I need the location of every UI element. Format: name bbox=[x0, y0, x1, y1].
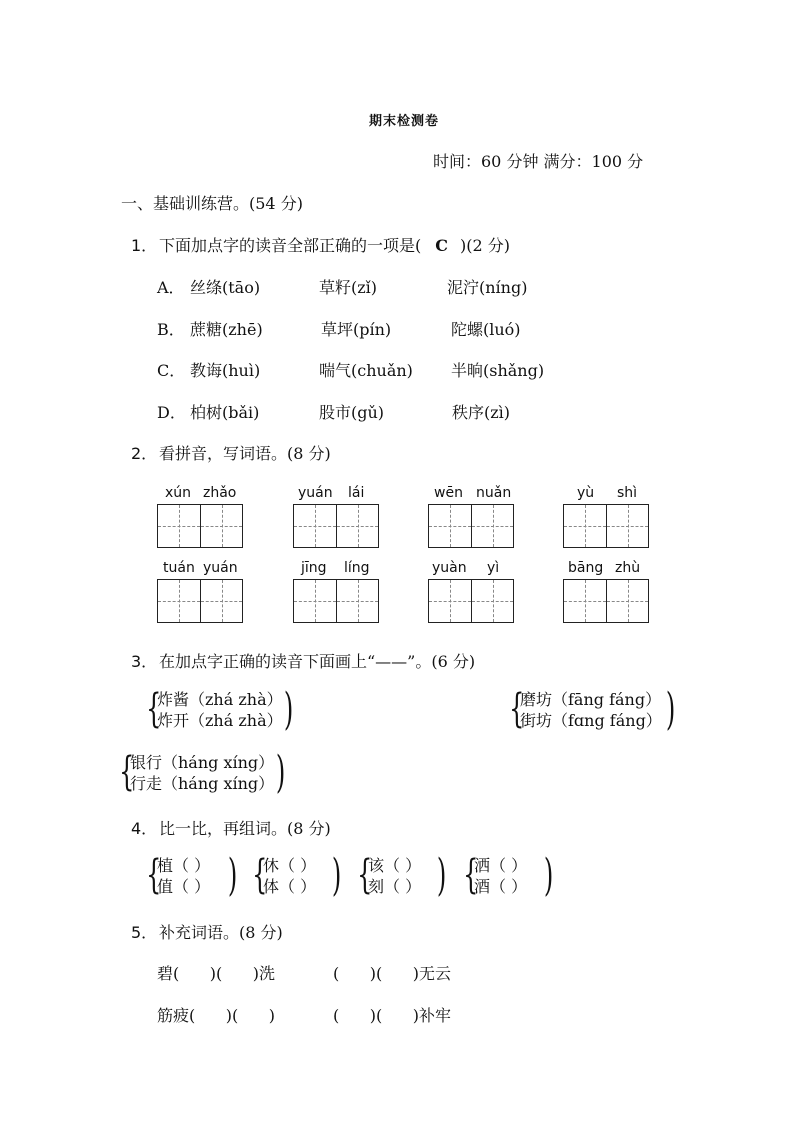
question-number: 4． bbox=[131, 819, 158, 838]
option-item: 蔗糖(zhē) bbox=[190, 320, 263, 339]
answer-choice: C bbox=[435, 236, 448, 255]
option-item: 教诲(huì) bbox=[190, 361, 261, 380]
pinyin: shì bbox=[617, 485, 638, 501]
left-brace: { bbox=[146, 686, 162, 732]
pinyin: bāng bbox=[568, 560, 604, 576]
question-number: 3． bbox=[131, 652, 158, 671]
pinyin: xún bbox=[165, 485, 192, 501]
pinyin: líng bbox=[344, 560, 370, 576]
option-item: 草坪(pín) bbox=[321, 320, 392, 339]
right-paren: ) bbox=[275, 747, 286, 798]
question-text: 看拼音，写词语。(8 分) bbox=[159, 444, 331, 463]
option-item: 柏树(bǎi) bbox=[190, 403, 260, 422]
option-label: C． bbox=[157, 361, 186, 380]
question-text: 补充词语。(8 分) bbox=[159, 923, 283, 942]
pinyin: yuán bbox=[298, 485, 333, 501]
writing-grid[interactable] bbox=[428, 579, 514, 623]
page-title: 期末检测卷 bbox=[369, 114, 440, 129]
writing-grid[interactable] bbox=[563, 504, 649, 548]
question-points: )(2 分) bbox=[459, 236, 510, 255]
char-pair-line: 刻（ ） bbox=[368, 877, 422, 896]
left-brace: { bbox=[509, 686, 525, 732]
char-pair-line: 洒（ ） bbox=[474, 856, 528, 875]
writing-grid[interactable] bbox=[157, 579, 243, 623]
question-text: 在加点字正确的读音下面画上“——”。(6 分) bbox=[159, 652, 476, 671]
pinyin: wēn bbox=[434, 485, 463, 501]
time-score-info: 时间：60 分钟 满分：100 分 bbox=[433, 152, 644, 171]
question-number: 1． bbox=[131, 236, 158, 255]
idiom-blank[interactable]: 碧( )( )洗 bbox=[157, 964, 276, 983]
question-text: 比一比，再组词。(8 分) bbox=[159, 819, 331, 838]
word-pair-line: 炸开（zhá zhà） bbox=[157, 711, 283, 730]
pinyin: lái bbox=[348, 485, 365, 501]
option-item: 陀螺(luó) bbox=[451, 320, 521, 339]
idiom-blank[interactable]: ( )( )补牢 bbox=[333, 1006, 452, 1025]
right-paren: ) bbox=[331, 850, 342, 901]
option-item: 股市(gǔ) bbox=[319, 403, 385, 422]
writing-grid[interactable] bbox=[157, 504, 243, 548]
word-pair-line: 街坊（fɑng fáng） bbox=[520, 711, 662, 730]
char-pair-line: 该（ ） bbox=[368, 856, 422, 875]
pinyin: yuán bbox=[203, 560, 238, 576]
left-brace: { bbox=[252, 852, 268, 898]
question-number: 2． bbox=[131, 444, 158, 463]
option-item: 半晌(shǎng) bbox=[451, 361, 545, 380]
char-pair-line: 植（ ） bbox=[157, 856, 211, 875]
right-paren: ) bbox=[665, 684, 676, 735]
word-pair-line: 银行（háng xíng） bbox=[130, 753, 275, 772]
pinyin: zhǎo bbox=[203, 485, 237, 501]
pinyin: zhù bbox=[615, 560, 641, 576]
idiom-blank[interactable]: 筋疲( )( ) bbox=[157, 1006, 276, 1025]
idiom-blank[interactable]: ( )( )无云 bbox=[333, 964, 452, 983]
writing-grid[interactable] bbox=[293, 504, 379, 548]
option-item: 草籽(zǐ) bbox=[319, 278, 378, 297]
right-paren: ) bbox=[543, 850, 554, 901]
writing-grid[interactable] bbox=[428, 504, 514, 548]
question-text: 下面加点字的读音全部正确的一项是( bbox=[159, 236, 422, 255]
pinyin: yì bbox=[487, 560, 500, 576]
char-pair-line: 值（ ） bbox=[157, 877, 211, 896]
option-label: D． bbox=[157, 403, 186, 422]
right-paren: ) bbox=[283, 684, 294, 735]
question-number: 5． bbox=[131, 923, 158, 942]
pinyin: jīng bbox=[301, 560, 327, 576]
right-paren: ) bbox=[227, 850, 238, 901]
pinyin: yuàn bbox=[432, 560, 467, 576]
option-item: 喘气(chuǎn) bbox=[319, 361, 413, 380]
pinyin: yù bbox=[577, 485, 595, 501]
option-label: A． bbox=[157, 278, 185, 297]
char-pair-line: 体（ ） bbox=[263, 877, 317, 896]
section-heading: 一、基础训练营。(54 分) bbox=[121, 194, 303, 213]
left-brace: { bbox=[146, 852, 162, 898]
word-pair-line: 炸酱（zhá zhà） bbox=[157, 690, 283, 709]
word-pair-line: 行走（háng xíng） bbox=[130, 774, 275, 793]
pinyin: nuǎn bbox=[476, 485, 512, 501]
char-pair-line: 酒（ ） bbox=[474, 877, 528, 896]
left-brace: { bbox=[463, 852, 479, 898]
option-label: B． bbox=[157, 320, 185, 339]
word-pair-line: 磨坊（fāng fáng） bbox=[520, 690, 662, 709]
left-brace: { bbox=[119, 749, 135, 795]
char-pair-line: 休（ ） bbox=[263, 856, 317, 875]
writing-grid[interactable] bbox=[293, 579, 379, 623]
option-item: 丝绦(tāo) bbox=[190, 278, 261, 297]
right-paren: ) bbox=[436, 850, 447, 901]
option-item: 泥泞(níng) bbox=[447, 278, 528, 297]
option-item: 秩序(zì) bbox=[452, 403, 511, 422]
left-brace: { bbox=[357, 852, 373, 898]
writing-grid[interactable] bbox=[563, 579, 649, 623]
pinyin: tuán bbox=[163, 560, 195, 576]
question-stem bbox=[159, 233, 510, 256]
